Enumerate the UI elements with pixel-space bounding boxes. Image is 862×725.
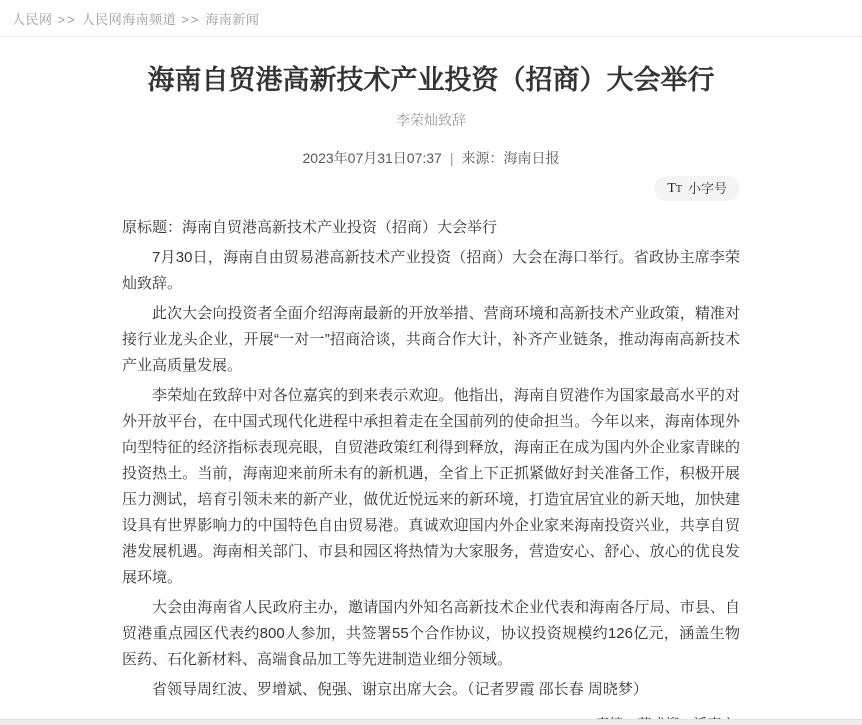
breadcrumb [0, 0, 862, 36]
source-label: 来源： [461, 150, 504, 166]
font-size-icon [667, 181, 682, 196]
article-subtitle: 李荣灿致辞 [396, 112, 466, 128]
paragraph: 大会由海南省人民政府主办，邀请国内外知名高新技术企业代表和海南各厅局、市县、自贸港重点园区代表约800人参加，共签署55个合作协议，协议投资规模约126亿元，涵盖生物医药、石化新材料、高端食品加工等先进制造业细分领域。 [122, 599, 740, 668]
font-size-icon-large-t: T [667, 181, 676, 196]
breadcrumb-link-peoples-daily[interactable]: 人民网 [12, 12, 53, 27]
font-size-button[interactable] [654, 176, 740, 201]
breadcrumb-link-hainan-channel[interactable]: 人民网海南频道 [81, 12, 177, 27]
header-divider [0, 36, 862, 37]
paragraph: 7月30日，海南自由贸易港高新技术产业投资（招商）大会在海口举行。省政协主席李荣灿致辞。 [122, 249, 740, 292]
source-link[interactable]: 海南日报 [503, 150, 560, 166]
original-title-line: 原标题：海南自贸港高新技术产业投资（招商）大会举行 [122, 219, 498, 236]
paragraph: 此次大会向投资者全面介绍海南最新的开放举措、营商环境和高新技术产业政策，精准对接行业龙头企业，开展“一对一”招商洽谈，共商合作大计，补齐产业链条，推动海南高新技术产业高质量发展。 [122, 305, 740, 374]
font-size-label: 小字号 [687, 181, 727, 196]
font-size-icon-small-t: T [675, 184, 682, 195]
breadcrumb-separator: >> [57, 12, 77, 27]
article-content [122, 63, 740, 725]
article-meta [122, 148, 740, 168]
paragraph: 李荣灿在致辞中对各位嘉宾的到来表示欢迎。他指出，海南自贸港作为国家最高水平的对外开放平台，在中国式现代化进程中承担着走在全国前列的使命担当。今年以来，海南体现外向型特征的经济指标表现亮眼，自贸港政策红利得到释放，海南正在成为国内外企业家青睐的投资热土。当前，海南迎来前所未有的新机遇，全省上下正抓紧做好封关准备工作，积极开展压力测试，培育引领未来的新产业，做优近悦远来的新环境，打造宜居宜业的新天地，加快建设具有世界影响力的中国特色自由贸易港。真诚欢迎国内外企业家来海南投资兴业，共享自贸港发展机遇。海南相关部门、市县和园区将热情为大家服务，营造安心、舒心、放心的优良发展环境。 [122, 387, 740, 586]
article-body [122, 215, 740, 725]
paragraph: 省领导周红波、罗增斌、倪强、谢京出席大会。（记者罗霞 邵长春 周晓梦） [152, 681, 648, 698]
meta-separator: | [449, 150, 454, 166]
breadcrumb-link-hainan-news[interactable]: 海南新闻 [205, 12, 260, 27]
publish-date: 2023年07月31日07:37 [302, 150, 442, 166]
footer-bar [0, 719, 862, 725]
breadcrumb-separator: >> [181, 12, 201, 27]
toolbar [122, 176, 740, 201]
page-title: 海南自贸港高新技术产业投资（招商）大会举行 [147, 65, 715, 95]
